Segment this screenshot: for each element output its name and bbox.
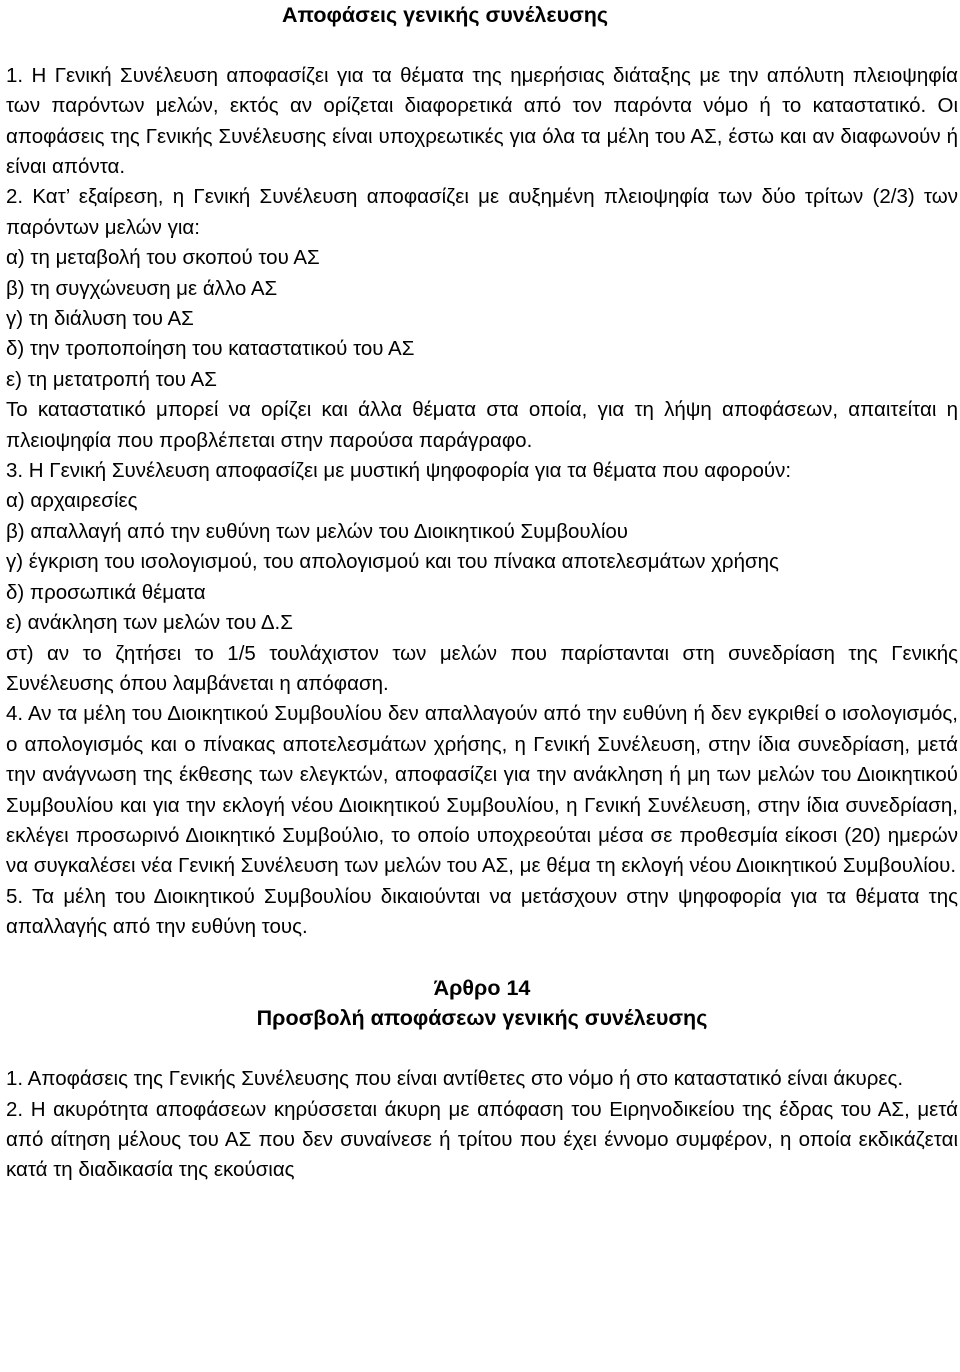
article-paragraph-1: 1. Αποφάσεις της Γενικής Συνέλευσης που είναι αντίθετες στο νόμο ή στο καταστατικό είναι άκυρες. (6, 1067, 904, 1091)
list-amend-items (6, 243, 958, 395)
list-item: β) τη συγχώνευση με άλλο ΑΣ (6, 276, 278, 300)
paragraph-1: 1. Η Γενική Συνέλευση αποφασίζει για τα θέματα της ημερήσιας διάταξης με την απόλυτη πλειοψηφία των παρόντων μελών, εκτός αν ορίζεται διαφορετικά από τον παρόντα νόμο ή το καταστατικό. Οι αποφάσεις της Γενικής Συνέλευσης είναι υποχρεωτικές για όλα τα μέλη του ΑΣ, έστω και αν διαφωνούν ή είναι απόντα. (6, 63, 958, 178)
list-item: στ) αν το ζητήσει το 1/5 τουλάχιστον των μελών που παρίστανται στη συνεδρίαση της Γενικής Συνέλευσης όπου λαμβάνεται η απόφαση. (6, 641, 958, 695)
article-heading: Άρθρο 14 (433, 975, 531, 1000)
article-subheading: Προσβολή αποφάσεων γενικής συνέλευσης (256, 1006, 708, 1031)
spacer (6, 1034, 958, 1064)
list-item: γ) έγκριση του ισολογισμού, του απολογισμού και του πίνακα αποτελεσμάτων χρήσης (6, 550, 779, 574)
list-item: δ) την τροποποίηση του καταστατικού του ΑΣ (6, 337, 415, 361)
page-title: Αποφάσεις γενικής συνέλευσης (282, 3, 609, 27)
article-paragraph-2: 2. Η ακυρότητα αποφάσεων κηρύσσεται άκυρη με απόφαση του Ειρηνοδικείου της έδρας του ΑΣ, μετά από αίτηση μέλους του ΑΣ που δεν συναίνεσε ή τρίτου που έχει έννομο συμφέρον, η οποία εκδικάζεται κατά τη διαδικασία της εκούσιας (6, 1097, 958, 1182)
spacer (6, 30, 958, 60)
list-item: γ) τη διάλυση του ΑΣ (6, 307, 194, 331)
list-item: β) απαλλαγή από την ευθύνη των μελών του Διοικητικού Συμβουλίου (6, 519, 629, 543)
paragraph-2-note: Το καταστατικό μπορεί να ορίζει και άλλα θέματα στα οποία, για τη λήψη αποφάσεων, απαιτείται η πλειοψηφία που προβλέπεται στην παρούσα παράγραφο. (6, 398, 958, 452)
list-item: α) τη μεταβολή του σκοπού του ΑΣ (6, 246, 320, 270)
paragraph-5: 5. Τα μέλη του Διοικητικού Συμβουλίου δικαιούνται να μετάσχουν στην ψηφοφορία για τα θέματα της απαλλαγής από την ευθύνη τους. (6, 884, 958, 939)
document-page (6, 0, 958, 1186)
list-item: ε) τη μετατροπή του ΑΣ (6, 367, 217, 391)
list-secret-vote-items (6, 486, 958, 699)
spacer (6, 943, 958, 973)
list-item: δ) προσωπικά θέματα (6, 580, 206, 604)
paragraph-4: 4. Αν τα μέλη του Διοικητικού Συμβουλίου δεν απαλλαγούν από την ευθύνη ή δεν εγκριθεί ο ισολογισμός, ο απολογισμός και ο πίνακας αποτελεσμάτων χρήσης, η Γενική Συνέλευση, στην ίδια συνεδρίαση, μετά την ανάγνωση της έκθεσης των ελεγκτών, αποφασίζει για την ανάκληση ή μη των μελών του Διοικητικού Συμβουλίου και για την εκλογή νέου Διοικητικού Συμβουλίου, η Γενική Συνέλευση, στην ίδια συνεδρίαση, εκλέγει προσωρινό Διοικητικό Συμβούλιο, το οποίο υποχρεούται μέσα σε προθεσμία είκοσι (20) ημερών να συγκαλέσει νέα Γενική Συνέλευση των μελών του ΑΣ, με θέμα τη εκλογή νέου Διοικητικού Συμβουλίου. (6, 702, 958, 878)
paragraph-2: 2. Κατ’ εξαίρεση, η Γενική Συνέλευση αποφασίζει με αυξημένη πλειοψηφία των δύο τρίτων (2/3) των παρόντων μελών για: (6, 185, 958, 239)
paragraph-3: 3. Η Γενική Συνέλευση αποφασίζει με μυστική ψηφοφορία για τα θέματα που αφορούν: (6, 459, 792, 483)
list-item: α) αρχαιρεσίες (6, 489, 138, 513)
list-item: ε) ανάκληση των μελών του Δ.Σ (6, 611, 293, 635)
